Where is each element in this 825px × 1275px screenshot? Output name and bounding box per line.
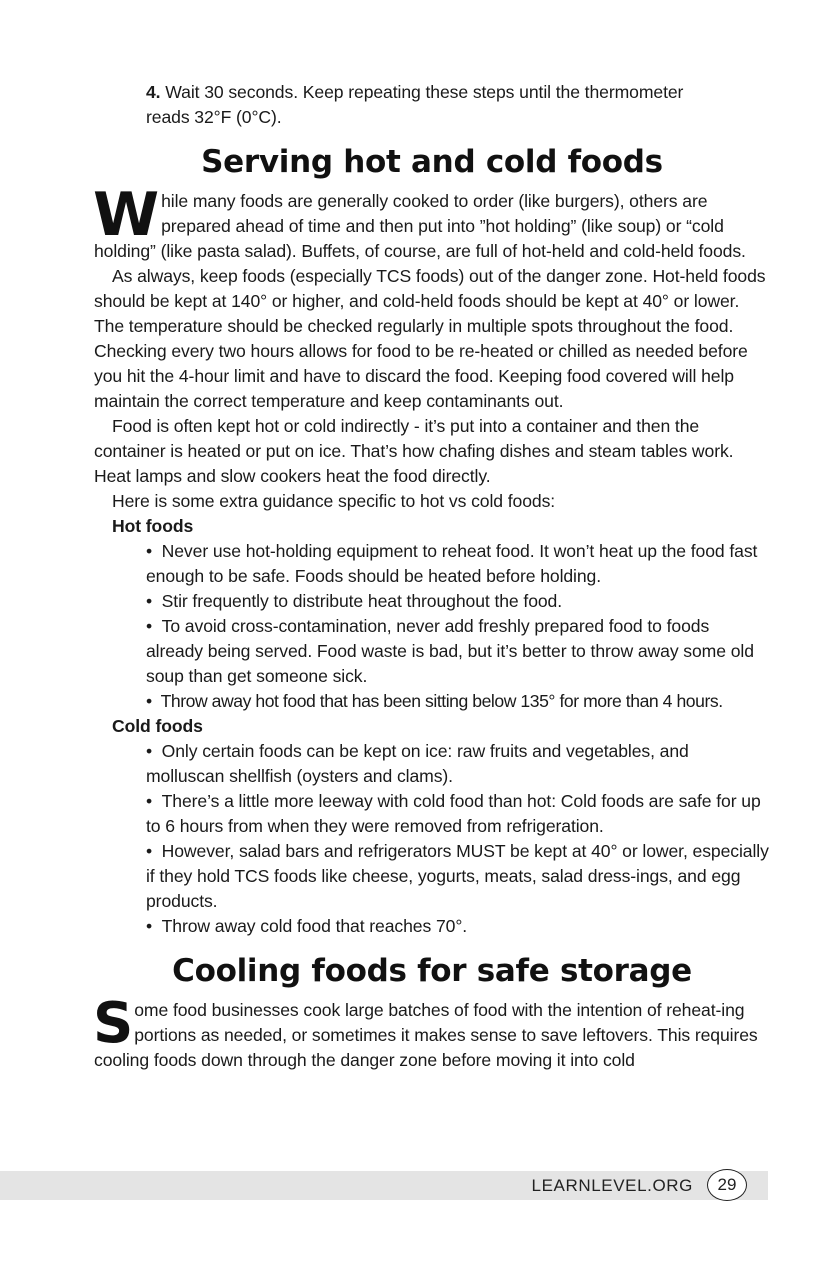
serving-paragraph-2: As always, keep foods (especially TCS foods) out of the danger zone. Hot-held foods should be kept at 140° or higher, and cold-held foods should be kept at 40° or lower. The temperature should be checked regularly in multiple spots throughout the food. Checking every two hours allows for food to be re-heated or chilled as needed before you hit the 4-hour limit and have to discard the food. Keeping food covered will help maintain the correct temperature and keep contaminants out. bbox=[94, 266, 766, 411]
serving-intro-text: hile many foods are generally cooked to order (like burgers), others are prepared ahead of time and then put into ”hot holding” (like soup) or “cold holding” (like pasta salad). Buffets, of course, are full of hot-held and cold-held foods. bbox=[94, 191, 746, 261]
step-text-line1: Wait 30 seconds. Keep repeating these steps until the thermometer bbox=[165, 82, 684, 102]
list-item: • Only certain foods can be kept on ice: raw fruits and vegetables, and molluscan shellfish (oysters and clams). bbox=[146, 739, 770, 789]
step-number: 4. bbox=[146, 82, 161, 102]
list-item: • Throw away hot food that has been sitting below 135° for more than 4 hours. bbox=[146, 689, 770, 714]
step-text-line2: reads 32°F (0°C). bbox=[146, 107, 282, 127]
list-item: • To avoid cross-contamination, never add freshly prepared food to foods already being served. Food waste is bad, but it’s better to throw away some old soup than get someone sick. bbox=[146, 614, 770, 689]
cooling-intro-paragraph bbox=[93, 991, 770, 1073]
list-item: • There’s a little more leeway with cold food than hot: Cold foods are safe for up to 6 hours from when they were removed from refrigeration. bbox=[146, 789, 770, 839]
footer-site-name: LEARNLEVEL.ORG bbox=[531, 1176, 693, 1195]
serving-paragraph-4: Here is some extra guidance specific to hot vs cold foods: bbox=[112, 491, 556, 511]
hot-foods-heading: Hot foods bbox=[112, 516, 194, 536]
drop-cap-w: W bbox=[93, 180, 160, 250]
cooling-intro-text: ome food businesses cook large batches of food with the intention of reheat-ing portions as needed, or sometimes it makes sense to save leftovers. This requires cooling foods down through the danger zone before moving it into cold bbox=[94, 1000, 758, 1070]
drop-cap-s: S bbox=[93, 991, 134, 1056]
serving-paragraph-3: Food is often kept hot or cold indirectly - it’s put into a container and then the container is heated or put on ice. That’s how chafing dishes and steam tables work. Heat lamps and slow cookers heat the food directly. bbox=[94, 416, 734, 486]
hot-foods-list bbox=[94, 539, 770, 714]
step-4 bbox=[146, 80, 770, 130]
section-heading-serving: Serving hot and cold foods bbox=[201, 144, 663, 180]
section-heading-cooling: Cooling foods for safe storage bbox=[172, 953, 692, 989]
serving-intro-paragraph bbox=[93, 180, 770, 264]
list-item: • Never use hot-holding equipment to reheat food. It won’t heat up the food fast enough to be safe. Foods should be heated before holding. bbox=[146, 539, 770, 589]
cold-foods-list bbox=[94, 739, 770, 939]
page-content bbox=[94, 80, 770, 1073]
list-item: • However, salad bars and refrigerators MUST be kept at 40° or lower, especially if they hold TCS foods like cheese, yogurts, meats, salad dress-ings, and egg products. bbox=[146, 839, 770, 914]
list-item: • Stir frequently to distribute heat throughout the food. bbox=[146, 589, 770, 614]
page-number: 29 bbox=[707, 1169, 747, 1201]
list-item: • Throw away cold food that reaches 70°. bbox=[146, 914, 770, 939]
cold-foods-heading: Cold foods bbox=[112, 716, 203, 736]
